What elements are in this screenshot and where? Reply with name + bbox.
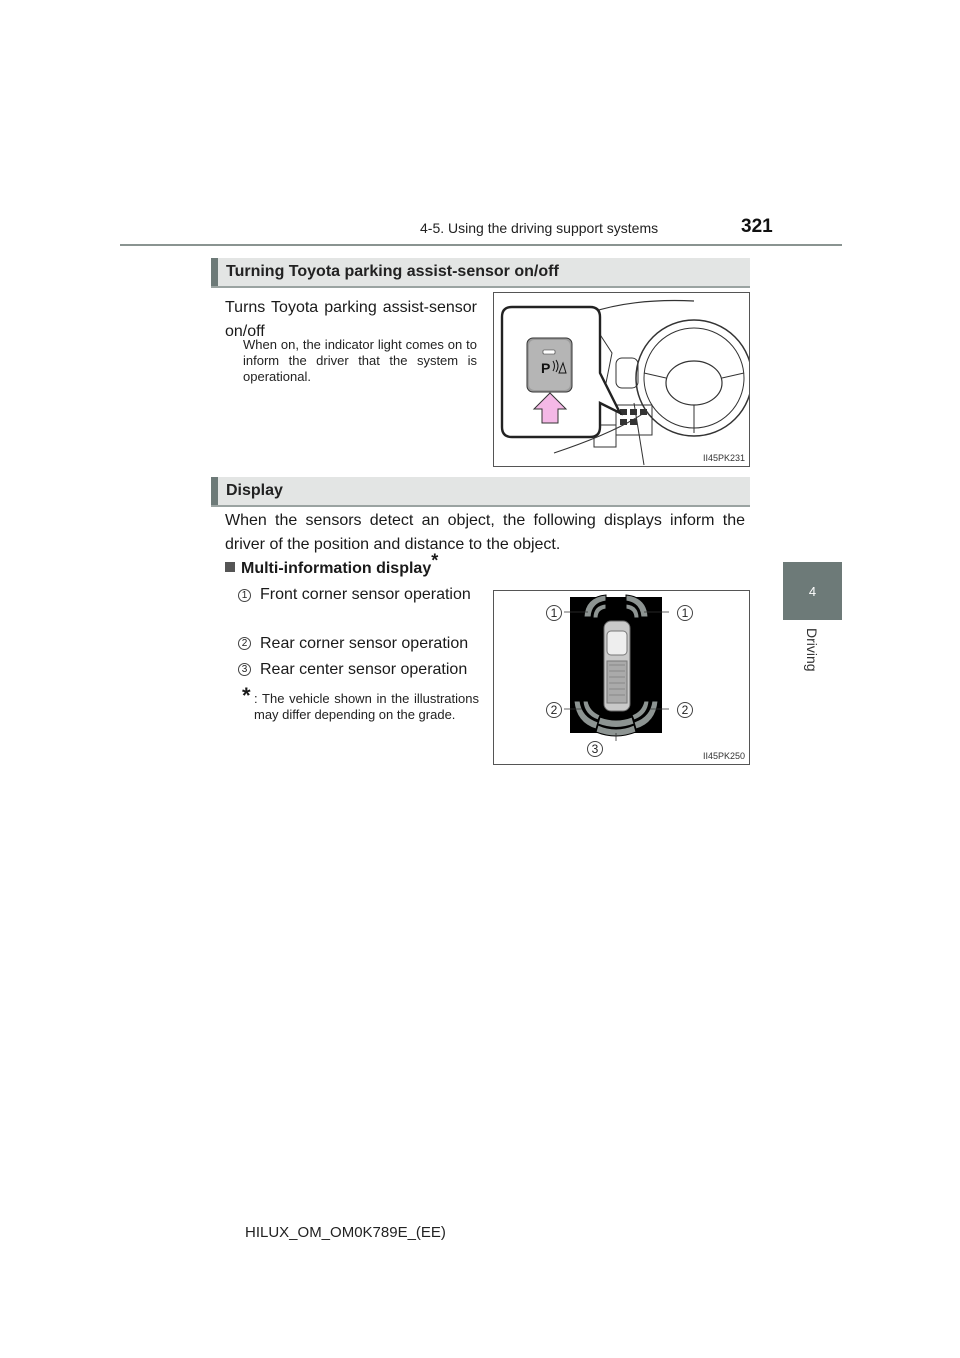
figure-switch-location [493, 292, 750, 467]
section-heading-sensor-on-off [211, 258, 750, 286]
section1-note: When on, the indicator light comes on to inform the driver that the system is operational. [243, 337, 477, 384]
list-item-rear-corner: Rear corner sensor operation [260, 635, 469, 652]
figure-id-1: II45PK231 [702, 453, 745, 463]
dashboard-illustration [494, 293, 749, 466]
footnote-text: : The vehicle shown in the illustrations may differ depending on the grade. [254, 691, 479, 722]
item-number-2: 2 [238, 637, 251, 650]
item-number-3: 3 [238, 663, 251, 676]
callout-2-right: 2 [677, 702, 693, 718]
sensor-display-illustration [494, 591, 749, 764]
callout-1-left: 1 [546, 605, 562, 621]
square-bullet-icon [225, 562, 235, 572]
section-heading-display [211, 477, 750, 505]
chapter-label: Driving [804, 628, 820, 672]
section2-intro: When the sensors detect an object, the following displays inform the driver of the position and distance to the object. [225, 512, 745, 553]
figure-id-2: II45PK250 [702, 751, 745, 761]
callout-3-center: 3 [587, 741, 603, 757]
subheading-multi-info-display: Multi-information display* [225, 557, 438, 581]
footnote-asterisk: * [242, 683, 251, 708]
p-button-glyph: P [541, 360, 551, 376]
callout-2-left: 2 [546, 702, 562, 718]
section-heading-text: Display [226, 482, 283, 499]
section1-body: Turns Toyota parking assist-sensor on/off [225, 299, 477, 340]
item-number-1: 1 [238, 589, 251, 602]
footnote-marker: * [431, 550, 439, 571]
running-header-section: 4-5. Using the driving support systems [420, 220, 659, 236]
page-number: 321 [741, 216, 773, 237]
list-item-front-corner: Front corner sensor operation [260, 586, 471, 603]
header-divider [120, 244, 842, 246]
figure-multi-info-display [493, 590, 750, 765]
callout-1-right: 1 [677, 605, 693, 621]
list-item-rear-center: Rear center sensor operation [260, 661, 468, 678]
chapter-number: 4 [808, 583, 817, 599]
chapter-tab [783, 562, 842, 620]
section-heading-text: Turning Toyota parking assist-sensor on/off [226, 263, 559, 280]
document-code: HILUX_OM_OM0K789E_(EE) [245, 1224, 446, 1241]
